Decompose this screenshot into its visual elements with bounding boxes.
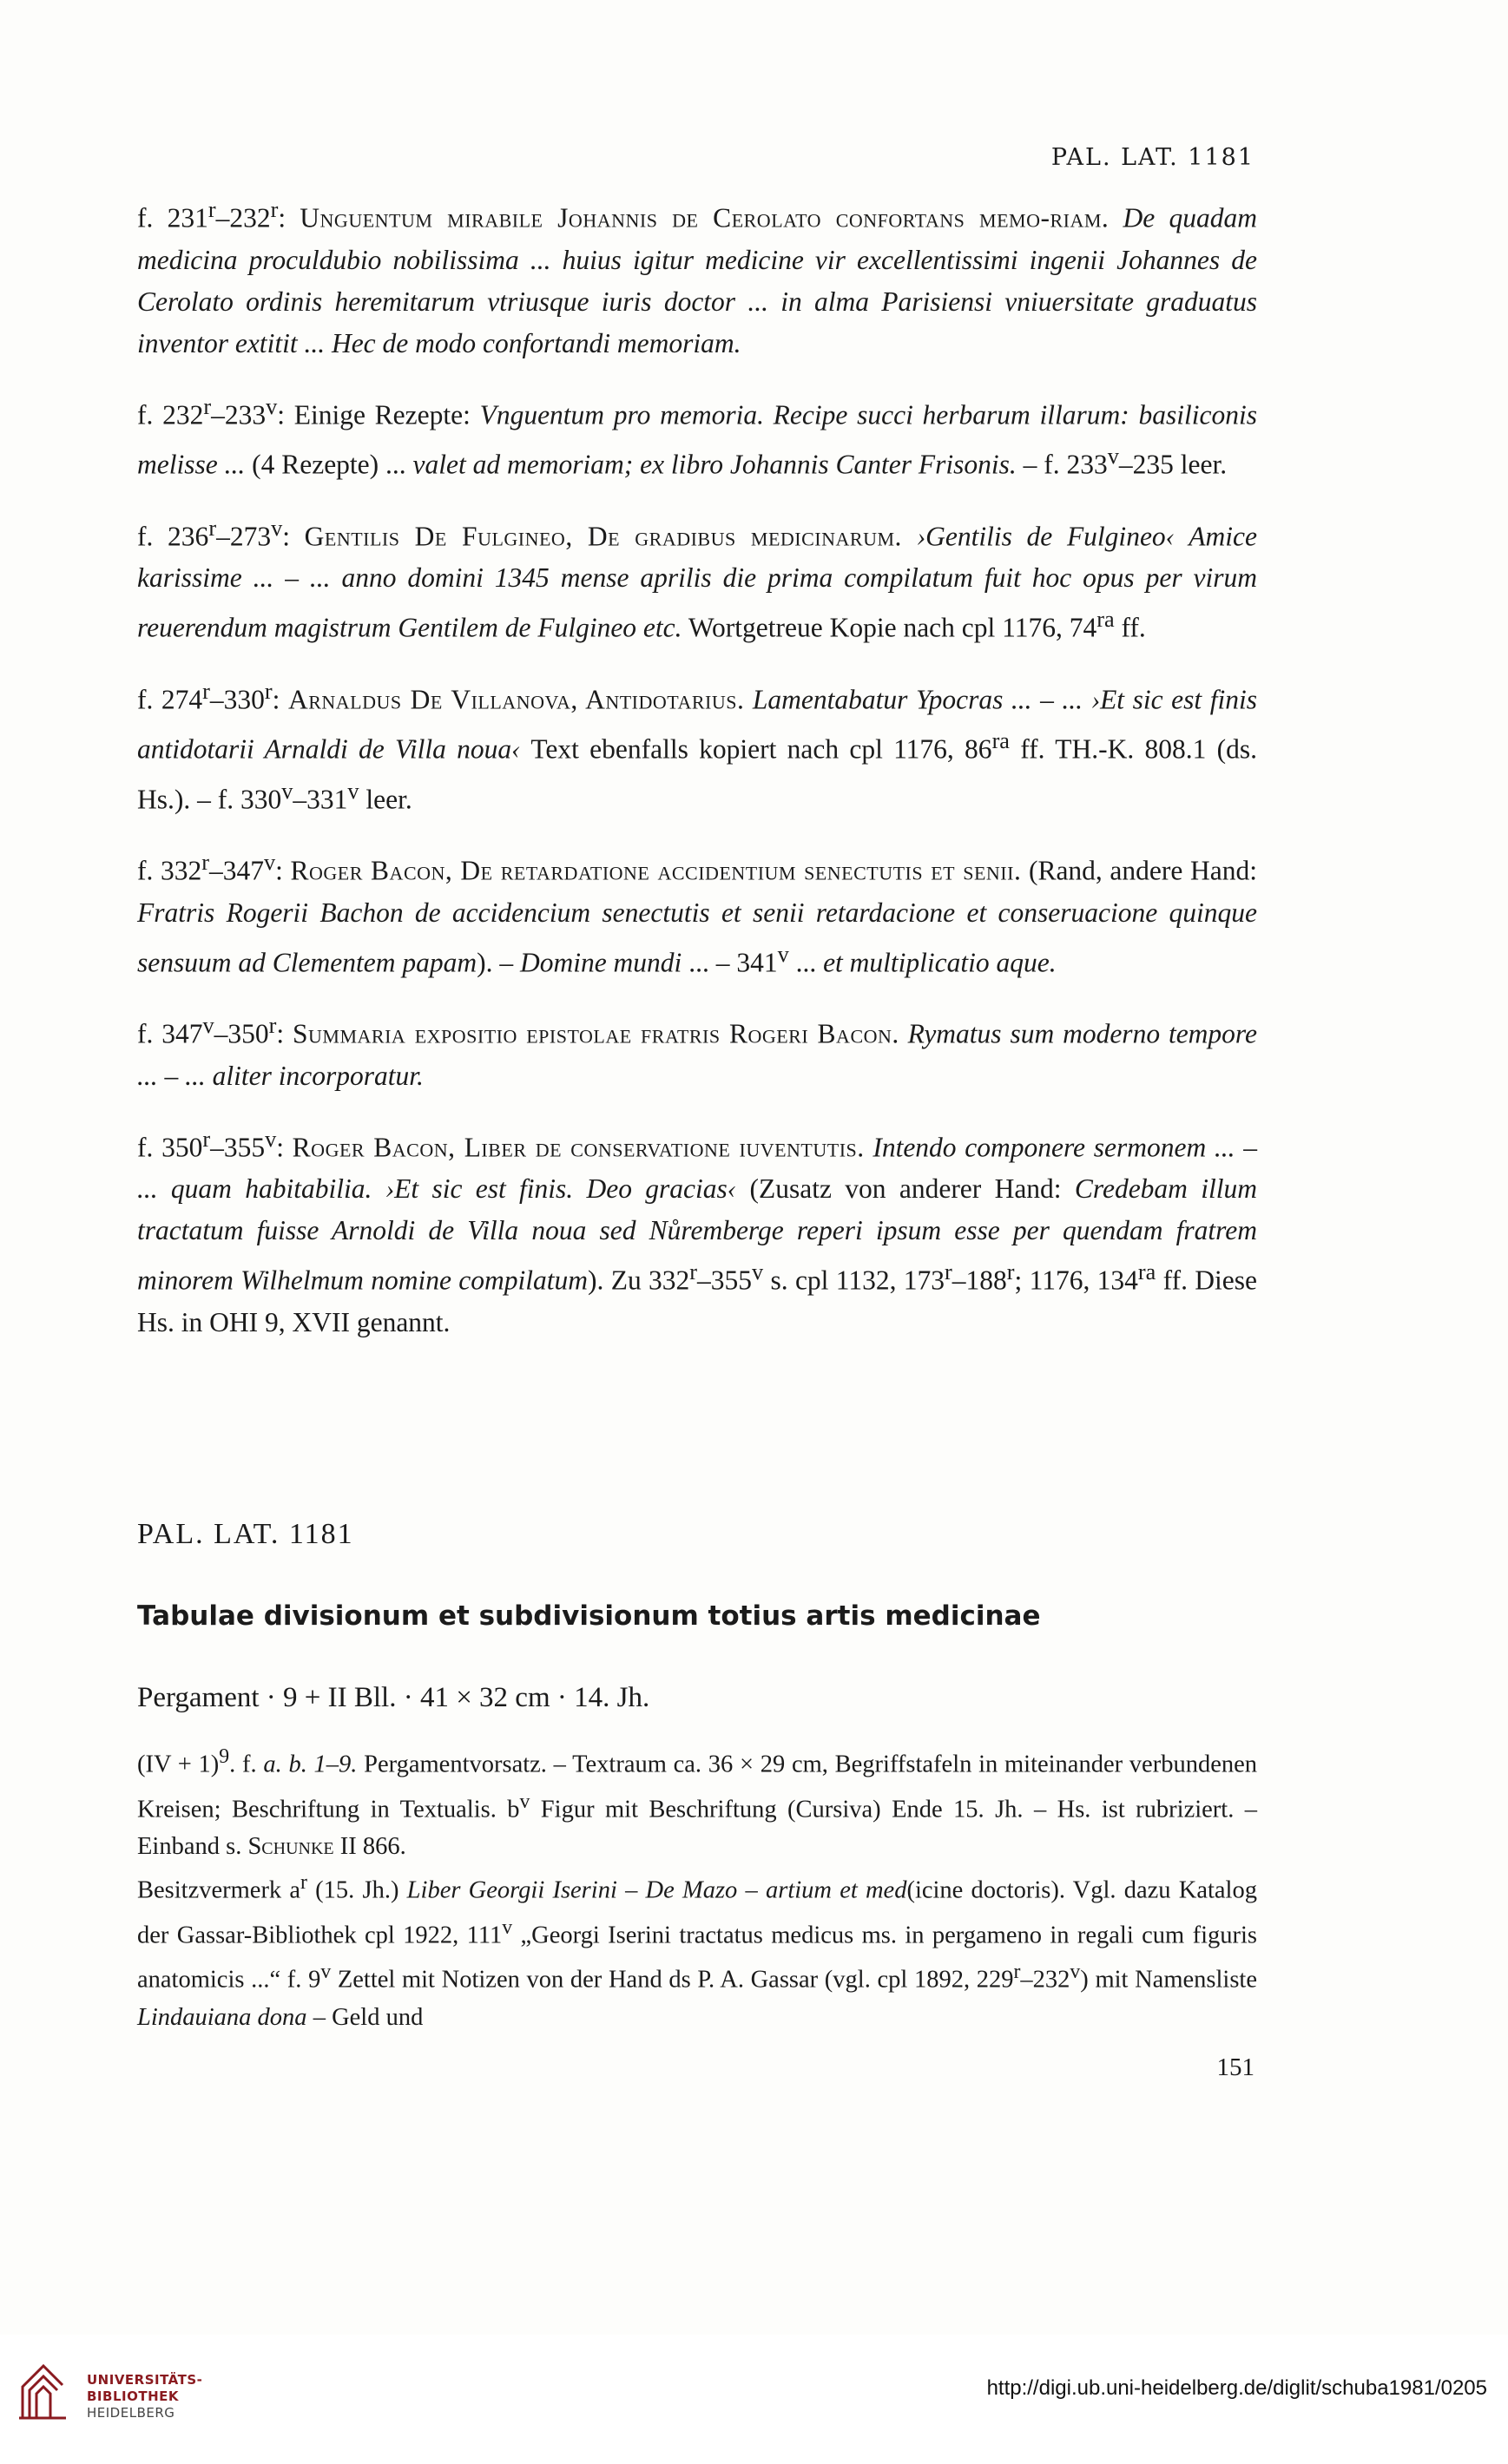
codicology-paragraph: (IV + 1)$^9$. f. a. b. 1–9. Pergamentvorsatz. – Textraum ca. 36 × 29 cm, Begriffstafeln in miteinander verbundenen Kreisen; Beschriftung in Textualis. $b^v$ Figur mit Beschriftung (Cursiva) Ende 15. Jh. – Hs. ist rubriziert. – Einband s. Schunke II 866. xyxy=(137,1745,1257,1860)
entry-title: Gentilis De Fulgineo, De gradibus medicinarum. xyxy=(304,521,902,551)
institution-name: UNIVERSITÄTS- BIBLIOTHEK HEIDELBERG xyxy=(87,2372,203,2421)
ub-heidelberg-logo-icon[interactable] xyxy=(17,2361,68,2420)
running-header: PAL. LAT. 1181 xyxy=(1050,144,1254,171)
page-number: 151 xyxy=(1216,2053,1254,2081)
section-heading: PAL. LAT. 1181 xyxy=(137,1518,354,1550)
entry-title: Roger Bacon, Liber de conservatione iuventutis. xyxy=(292,1132,865,1162)
entry-347: f. 347$^v$–350$^r$: Summaria expositio epistolae fratris Rogeri Bacon. Rymatus sum moderno tempore ... – ... aliter incorporatur. xyxy=(137,1013,1257,1091)
entry-236: f. 236$^r$–273$^v$: Gentilis De Fulgineo, De gradibus medicinarum. ›Gentilis de Fulgineo‹ Amice karissime ... – ... anno domini 1345 mense aprilis die prima compilatum fuit hoc opus per virum reuerendum magistrum Gentilem de Fulgineo etc. Wortgetreue Kopie nach cpl 1176, $74^{ra}$ ff. xyxy=(137,515,1257,643)
provenance-paragraph: Besitzvermerk $a^r$ (15. Jh.) Liber Georgii Iserini – De Mazo – artium et med(icine doctoris). Vgl. dazu Katalog der Gassar-Bibliothek cpl 1922, 111$^v$ „Georgi Iserini tractatus medicus ms. in pergameno in regali cum figuris anatomicis ...“ f. 9$^v$ Zettel mit Notizen von der Hand ds P. A. Gassar (vgl. cpl 1892, 229$^r$–232$^v$) mit Namensliste Lindauiana dona – Geld und xyxy=(137,1871,1257,2031)
manuscript-title: Tabulae divisionum et subdivisionum totius artis medicinae xyxy=(137,1600,1041,1632)
entry-title: Roger Bacon, De retardatione accidentium senectutis et senii. xyxy=(290,855,1022,886)
permalink-url[interactable]: http://digi.ub.uni-heidelberg.de/diglit/schuba1981/0205 xyxy=(986,2376,1487,2400)
physical-description: Pergament · 9 + II Bll. · 41 × 32 cm · 14. Jh. xyxy=(137,1682,650,1713)
entry-231: f. 231$^r$–232$^r$: Unguentum mirabile Johannis de Cerolato confortans memo-riam. De quadam medicina proculdubio nobilissima ... huius igitur medicine vir excellentissimi ingenii Johannes de Cerolato ordinis heremitarum vtriusque iuris doctor ... in alma Parisiensi vniuersitate graduatus inventor extitit ... Hec de modo confortandi memoriam. xyxy=(137,197,1257,358)
entry-title: Arnaldus De Villanova, Antidotarius. xyxy=(287,684,745,714)
entry-274: f. 274$^r$–330$^r$: Arnaldus De Villanova, Antidotarius. Lamentabatur Ypocras ... – ... ›Et sic est finis antidotarii Arnaldi de Villa noua‹ Text ebenfalls kopiert nach cpl 1176, $86^{ra}$ ff. TH.-K. 808.1 (ds. Hs.). – f. 330$^v$–331$^v$ leer. xyxy=(137,678,1257,814)
entry-title: Summaria expositio epistolae fratris Rogeri Bacon. xyxy=(293,1018,899,1049)
entry-232: f. 232$^r$–233$^v$: Einige Rezepte: Vnguentum pro memoria. Recipe succi herbarum illarum: basiliconis melisse ... (4 Rezepte) ... valet ad memoriam; ex libro Johannis Canter Frisonis. – f. 233$^v$–235 leer. xyxy=(137,393,1257,480)
entry-350: f. 350$^r$–355$^v$: Roger Bacon, Liber de conservatione iuventutis. Intendo componere sermonem ... – ... quam habitabilia. ›Et sic est finis. Deo gracias‹ (Zusatz von anderer Hand: Credebam illum tractatum fuisse Arnoldi de Villa noua sed Nůremberge reperi ipsum esse per quendam fratrem minorem Wilhelmum nomine compilatum). Zu 332$^r$–355$^v$ s. cpl 1132, 173$^r$–188$^r$; 1176, $134^{ra}$ ff. Diese Hs. in OHI 9, XVII genannt. xyxy=(137,1126,1257,1337)
entry-332: f. 332$^r$–347$^v$: Roger Bacon, De retardatione accidentium senectutis et senii. (Rand, andere Hand: Fratris Rogerii Bachon de accidencium senectutis et senii retardacione et conseruacione quinque sensuum ad Clementem papam). – Domine mundi ... – 341$^v$ ... et multiplicatio aque. xyxy=(137,850,1257,977)
catalog-entries xyxy=(137,189,1257,1365)
entry-title: Unguentum mirabile Johannis de Cerolato confortans memo-riam. xyxy=(300,202,1110,233)
